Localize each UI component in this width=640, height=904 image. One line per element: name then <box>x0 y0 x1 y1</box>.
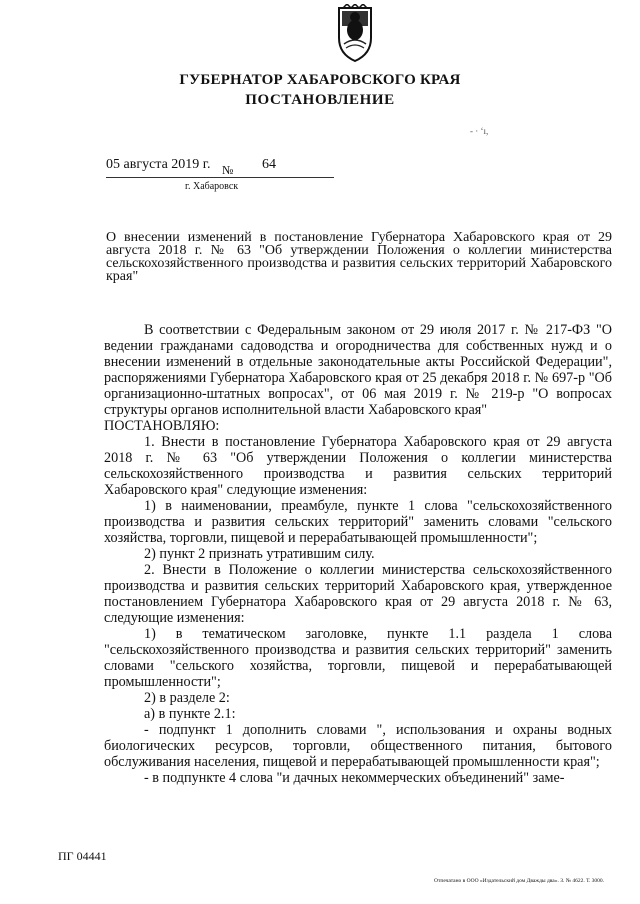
body-paragraph: 1) в тематическом заголовке, пункте 1.1 раздела 1 слова "сельскохозяйственного производства и развития сельских территорий" заменить словами "сельского хозяйства, торговли, пищевой и перерабатывающей промышленности"; <box>104 626 612 690</box>
body-paragraph: а) в пункте 2.1: <box>144 706 236 722</box>
body-paragraph: 2) в разделе 2: <box>144 690 230 706</box>
body-paragraph: 2. Внести в Положение о коллегии министерства сельскохозяйственного производства и развития сельских территорий Хабаровского края, утвержденное постановлением Губернатора Хабаровского края от 29 августа 2018 г. № 63, следующие изменения: <box>104 562 612 626</box>
issuer-title: ГУБЕРНАТОР ХАБАРОВСКОГО КРАЯ <box>179 72 461 88</box>
number-sign: № <box>222 163 234 177</box>
handwritten-mark: - · ‘ı, <box>470 126 489 136</box>
body-paragraph: - подпункт 1 дополнить словами ", использования и охраны водных биологических ресурсов, торговли, общественного питания, бытового обслуживания населения, пищевой и перерабатывающей промышленности края"; <box>104 722 612 770</box>
document-date: 05 августа 2019 г. <box>106 157 211 172</box>
printer-imprint: Отпечатано в ООО «Издательский дом Дважды два». З. № 4622. Т. 3000. <box>434 878 605 884</box>
coat-of-arms-emblem <box>329 4 381 64</box>
preamble-paragraph: В соответствии с Федеральным законом от 29 июля 2017 г. № 217-ФЗ "О ведении гражданами садоводства и огородничества для собственных нужд и о внесении изменений в отдельные законодательные акты Российской Федерации", распоряжениями Губернатора Хабаровского края от 25 декабря 2018 г. № 697-р "Об организационно-штатных вопросах", от 06 мая 2019 г. № 219-р "О вопросах структуры органов исполнительной власти Хабаровского края" <box>104 322 612 418</box>
body-paragraph: - в подпункте 4 слова "и дачных некоммерческих объединений" заме- <box>144 770 565 786</box>
body-paragraph: 1. Внести в постановление Губернатора Хабаровского края от 29 августа 2018 г. № 63 "Об утверждении Положения о коллегии министерства сельскохозяйственного производства и развития сельских территорий Хабаровского края" следующие изменения: <box>104 434 612 498</box>
body-paragraph: 2) пункт 2 признать утратившим силу. <box>144 546 375 562</box>
body-paragraph: 1) в наименовании, преамбуле, пункте 1 слова "сельскохозяйственного производства и развития сельских территорий" заменить словами "сельского хозяйства, торговли, пищевой и перерабатывающей промышленности"; <box>104 498 612 546</box>
document-title: О внесении изменений в постановление Губернатора Хабаровского края от 29 августа 2018 г. № 63 "Об утверждении Положения о коллегии министерства сельскохозяйственного производства и развития сельских территорий Хабаровского края" <box>106 230 612 284</box>
form-code: ПГ 04441 <box>58 849 107 863</box>
decree-word: ПОСТАНОВЛЯЮ: <box>104 418 220 434</box>
document-city: г. Хабаровск <box>185 181 239 192</box>
document-body <box>104 322 612 786</box>
document-number: 64 <box>262 157 276 172</box>
document-type: ПОСТАНОВЛЕНИЕ <box>245 92 395 108</box>
date-underline <box>106 177 334 178</box>
